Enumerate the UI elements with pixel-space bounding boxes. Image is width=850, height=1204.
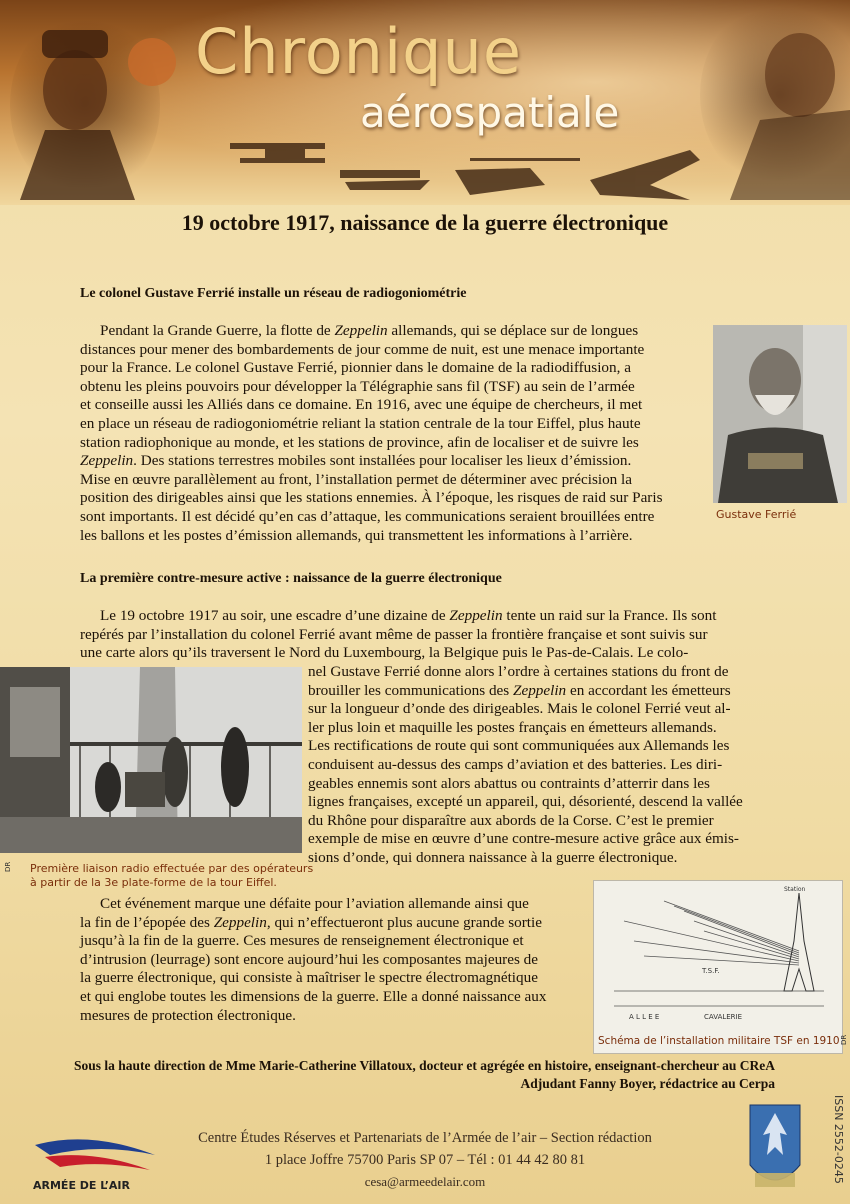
s2-final-line-3: d’intrusion (leurrage) sont encore aujourd’hui les composantes majeures de — [80, 950, 539, 968]
schema-label-cavalerie: CAVALERIE — [704, 1013, 743, 1021]
eiffel-caption-line-1: Première liaison radio effectuée par des opérateurs — [30, 862, 314, 875]
footer-line-1: Centre Études Réserves et Partenariats de l’Armée de l’air – Section rédaction — [198, 1130, 652, 1146]
s2-narrow-line-3: ler plus loin et maquille les postes français en émetteurs allemands. — [308, 718, 717, 736]
s2-full-line-0: Le 19 octobre 1917 au soir, une escadre d’une dizaine de Zeppelin tente un raid sur la France. Ils sont — [100, 607, 717, 624]
section-1-title: Le colonel Gustave Ferrié installe un réseau de radiogoniométrie — [80, 286, 467, 301]
s1-line-0: Pendant la Grande Guerre, la flotte de Zeppelin allemands, qui se déplace sur de longues — [100, 322, 639, 339]
article-headline: 19 octobre 1917, naissance de la guerre électronique — [181, 210, 669, 235]
s2-final-line-0: Cet événement marque une défaite pour l’aviation allemande ainsi que — [100, 895, 529, 912]
s2-narrow-line-7: lignes françaises, excepté un appareil, qui, désorienté, descend la vallée — [308, 793, 743, 811]
s1-line-10: sont importants. Il est décidé qu’en cas d’attaque, les communications seraient brouillées entre — [80, 507, 655, 525]
s2-narrow-line-1: brouiller les communications des Zeppelin en accordant les émetteurs — [308, 681, 731, 699]
s1-line-11: les ballons et les postes d’émission allemands, qui transmettent les informations à l’arrière. — [80, 526, 633, 544]
section-2-body-top — [80, 607, 773, 663]
s2-full-line-1: repérés par l’installation du colonel Ferrié avant même de passer la frontière française et sont suivis sur — [80, 625, 708, 643]
s2-final-line-6: mesures de protection électronique. — [80, 1006, 296, 1024]
schema-label-station: Station — [784, 886, 806, 893]
s1-line-3: obtenu les pleins pouvoirs pour développer la Télégraphie sans fil (TSF) au sein de l’armée — [80, 377, 635, 395]
s2-narrow-line-6: geables ennemis sont alors abattus ou contraints d’atterrir dans les — [308, 774, 710, 792]
s2-narrow-line-0: nel Gustave Ferrié donne alors l’ordre à certaines stations du front de — [308, 663, 729, 680]
s1-line-1: distances pour mener des bombardements de jour comme de nuit, est une menace importante — [80, 340, 645, 358]
logo-text: ARMÉE DE L’AIR — [33, 1179, 130, 1192]
ferrie-portrait — [713, 325, 847, 503]
schema-label-allee: A L L E E — [629, 1013, 660, 1021]
s1-line-5: en place un réseau de radiogoniométrie reliant la station centrale de la tour Eiffel, plus haute — [80, 414, 641, 432]
section-2-title: La première contre-mesure active : naissance de la guerre électronique — [80, 571, 502, 586]
s1-line-4: et conseille aussi les Alliés dans ce domaine. En 1916, avec une équipe de chercheurs, il met — [80, 396, 643, 414]
footer-email: cesa@armeedelair.com — [364, 1174, 486, 1189]
s1-line-8: Mise en œuvre parallèlement au front, l’installation permet de déterminer avec précision la — [80, 470, 633, 488]
schema-label-tsf: T.S.F. — [702, 967, 720, 975]
s1-line-9: position des dirigeables ainsi que les stations ennemies. À l’époque, les risques de raid sur Paris — [80, 489, 663, 507]
signature-line-1: Sous la haute direction de Mme Marie-Catherine Villatoux, docteur et agrégée en histoire, enseignant-chercheur au CReA — [73, 1058, 775, 1073]
s2-full-line-2: une carte alors qu’ils traversent le Nord du Luxembourg, la Belgique puis le Pas-de-Calais. Le colo- — [80, 644, 689, 662]
issn-label: ISSN 2552-0245 — [832, 1095, 845, 1184]
tsf-schema — [593, 880, 843, 1054]
s2-narrow-line-8: du Rhône pour disparaître aux abords de la Corse. C’est le premier — [308, 811, 714, 829]
section-2-body-narrow — [308, 663, 773, 868]
s2-narrow-line-5: conduisent au-dessus des camps d’aviation et des batteries. Les diri- — [308, 755, 723, 773]
header-banner — [0, 0, 850, 205]
eiffel-caption-line-2: à partir de la 3e plate-forme de la tour Eiffel. — [30, 876, 277, 889]
photo-credit-right: DR — [840, 1034, 848, 1045]
schema-caption: Schéma de l’installation militaire TSF en 1910 — [598, 1035, 840, 1047]
armee-de-lair-logo — [30, 1125, 160, 1195]
s2-final-line-5: et qui englobe toutes les dimensions de la guerre. Elle a donné naissance aux — [80, 987, 547, 1005]
section-1-body — [80, 322, 708, 545]
s2-narrow-line-4: Les rectifications de route qui sont communiquées aux Allemands les — [308, 737, 730, 755]
header-title: Chronique — [195, 15, 522, 88]
s1-line — [80, 322, 708, 341]
footer-line-2: 1 place Joffre 75700 Paris SP 07 – Tél : 01 44 42 80 81 — [264, 1152, 586, 1168]
photo-credit-left: DR — [4, 861, 12, 872]
s2-narrow-line-9: exemple de mise en œuvre d’une contre-mesure active grâce aux émis- — [308, 830, 739, 848]
ferrie-caption: Gustave Ferrié — [716, 508, 797, 521]
eiffel-platform-drawing — [0, 667, 302, 853]
ferrie-portrait-drawing — [713, 325, 847, 503]
header-subtitle: aérospatiale — [360, 88, 620, 137]
s2-final-line-4: la guerre électronique, qui consiste à maîtriser le spectre électromagnétique — [80, 969, 538, 987]
eiffel-platform-photo — [0, 667, 302, 853]
s2-narrow-line-2: sur la longueur d’onde des dirigeables. Mais le colonel Ferrié veut al- — [308, 700, 731, 718]
s1-line-7: Zeppelin. Des stations terrestres mobiles sont installées pour localiser les lieux d’émission. — [80, 452, 632, 470]
s1-line-2: pour la France. Le colonel Gustave Ferrié, pionnier dans le domaine de la radiodiffusion, a — [80, 359, 631, 377]
eiffel-photo-caption — [30, 862, 313, 890]
s1-line-6: station radiophonique au monde, et les stations de province, afin de localiser et de suivre les — [80, 433, 639, 451]
tsf-schema-drawing — [594, 881, 842, 1053]
squadron-badge-icon — [745, 1095, 805, 1200]
s2-final-line-1: la fin de l’épopée des Zeppelin, qui n’effectueront plus aucune grande sortie — [80, 913, 542, 931]
s2-narrow-line-10: sions d’onde, qui donnera naissance à la guerre électronique. — [308, 848, 678, 866]
signature-line-2: Adjudant Fanny Boyer, rédactrice au Cerpa — [520, 1076, 775, 1091]
section-2-body-final — [80, 895, 588, 1025]
s2-final-line-2: jusqu’à la fin de la guerre. Ces mesures de renseignement électronique et — [80, 932, 524, 950]
